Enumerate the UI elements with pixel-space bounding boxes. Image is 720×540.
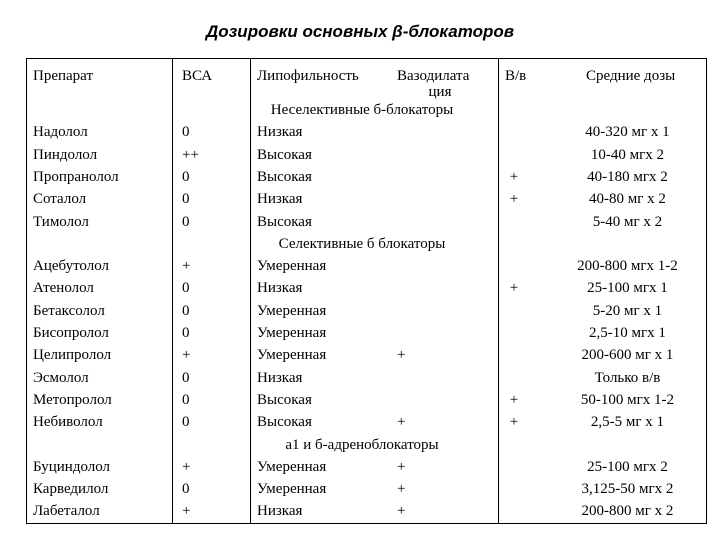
header-bca: ВСА	[182, 68, 213, 84]
cell-drug: Ацебутолол	[33, 258, 110, 275]
cell-vaso: +	[397, 481, 406, 498]
cell-drug: Пиндолол	[33, 146, 98, 163]
cell-bca: +	[182, 503, 191, 520]
cell-lipo: Умеренная	[257, 258, 327, 275]
cell-vaso: +	[397, 414, 406, 431]
beta-blocker-table	[26, 58, 707, 524]
cell-drug: Надолол	[33, 124, 88, 141]
cell-vaso: +	[397, 347, 406, 364]
cell-bca: 0	[182, 481, 190, 498]
column-divider	[172, 59, 173, 523]
cell-lipo: Высокая	[257, 168, 312, 185]
cell-drug: Целипролол	[33, 347, 112, 364]
cell-dose: 200-600 мг х 1	[581, 347, 674, 364]
cell-lipo: Умеренная	[257, 325, 327, 341]
header-lipophilicity: Липофильность	[257, 68, 359, 84]
cell-drug: Атенолол	[33, 280, 94, 297]
cell-lipo: Низкая	[257, 191, 303, 208]
cell-iv: +	[509, 414, 519, 431]
cell-lipo: Умеренная	[257, 481, 327, 498]
cell-lipo: Умеренная	[257, 347, 327, 364]
section-header: а1 и б-адреноблокаторы	[285, 436, 439, 453]
cell-iv: +	[509, 168, 519, 185]
cell-iv: +	[509, 391, 519, 408]
cell-bca: 0	[182, 124, 190, 141]
cell-dose: 5-40 мг х 2	[592, 213, 663, 230]
cell-dose: 40-320 мг х 1	[585, 124, 670, 141]
cell-bca: +	[182, 458, 191, 475]
cell-bca: 0	[182, 280, 190, 297]
cell-bca: 0	[182, 302, 190, 319]
cell-dose: 200-800 мгх 1-2	[577, 258, 678, 275]
cell-lipo: Высокая	[257, 414, 312, 431]
cell-bca: 0	[182, 213, 190, 230]
cell-lipo: Низкая	[257, 503, 303, 520]
cell-drug: Лабеталол	[33, 503, 100, 520]
cell-vaso: +	[397, 458, 406, 475]
cell-bca: +	[182, 347, 191, 364]
header-iv: В/в	[505, 68, 527, 84]
cell-drug: Карведилол	[33, 481, 109, 498]
cell-drug: Соталол	[33, 191, 87, 208]
cell-bca: +	[182, 258, 191, 275]
cell-lipo: Низкая	[257, 124, 303, 141]
cell-dose: 50-100 мгх 1-2	[580, 391, 675, 408]
cell-vaso: +	[397, 503, 406, 520]
cell-bca: 0	[182, 191, 190, 208]
cell-dose: 25-100 мгх 2	[587, 458, 668, 475]
cell-dose: 10-40 мгх 2	[590, 146, 665, 163]
cell-drug: Небиволол	[33, 414, 103, 431]
cell-drug: Тимолол	[33, 213, 89, 230]
cell-dose: 3,125-50 мгх 2	[581, 481, 674, 498]
header-vasodilation: Вазодилата	[397, 68, 470, 84]
cell-dose: 25-100 мгх 1	[587, 280, 668, 297]
section-header: Селективные б блокаторы	[278, 235, 446, 252]
cell-drug: Бетаксолол	[33, 302, 105, 319]
column-divider	[498, 59, 499, 523]
cell-dose: 5-20 мг х 1	[592, 302, 663, 319]
header-drug: Препарат	[33, 68, 93, 84]
cell-drug: Буциндолол	[33, 458, 111, 475]
cell-iv: +	[509, 280, 519, 297]
cell-dose: 40-180 мгх 2	[587, 168, 668, 185]
section-header: Неселективные б-блокаторы	[270, 102, 454, 118]
cell-dose: 200-800 мг х 2	[581, 503, 674, 520]
cell-dose: 2,5-5 мг х 1	[590, 414, 665, 431]
cell-bca: 0	[182, 325, 190, 341]
cell-lipo: Низкая	[257, 280, 303, 297]
cell-dose: 2,5-10 мгх 1	[589, 325, 666, 341]
cell-dose: 40-80 мг х 2	[589, 191, 666, 208]
cell-lipo: Высокая	[257, 213, 312, 230]
cell-lipo: Высокая	[257, 146, 312, 163]
cell-drug: Метопролол	[33, 391, 112, 408]
page-title: Дозировки основных β-блокаторов	[205, 22, 515, 41]
cell-bca: ++	[182, 146, 199, 163]
cell-lipo: Умеренная	[257, 302, 327, 319]
cell-drug: Бисопролол	[33, 325, 109, 341]
header-vasodilation-cont: ция	[428, 84, 452, 100]
cell-lipo: Низкая	[257, 369, 303, 386]
cell-bca: 0	[182, 369, 190, 386]
cell-lipo: Умеренная	[257, 458, 327, 475]
cell-dose: Только в/в	[594, 369, 661, 386]
cell-drug: Пропранолол	[33, 168, 119, 185]
cell-bca: 0	[182, 168, 190, 185]
cell-bca: 0	[182, 414, 190, 431]
cell-iv: +	[509, 191, 519, 208]
cell-lipo: Высокая	[257, 391, 312, 408]
cell-bca: 0	[182, 391, 190, 408]
cell-drug: Эсмолол	[33, 369, 89, 386]
header-dose: Средние дозы	[586, 68, 676, 84]
